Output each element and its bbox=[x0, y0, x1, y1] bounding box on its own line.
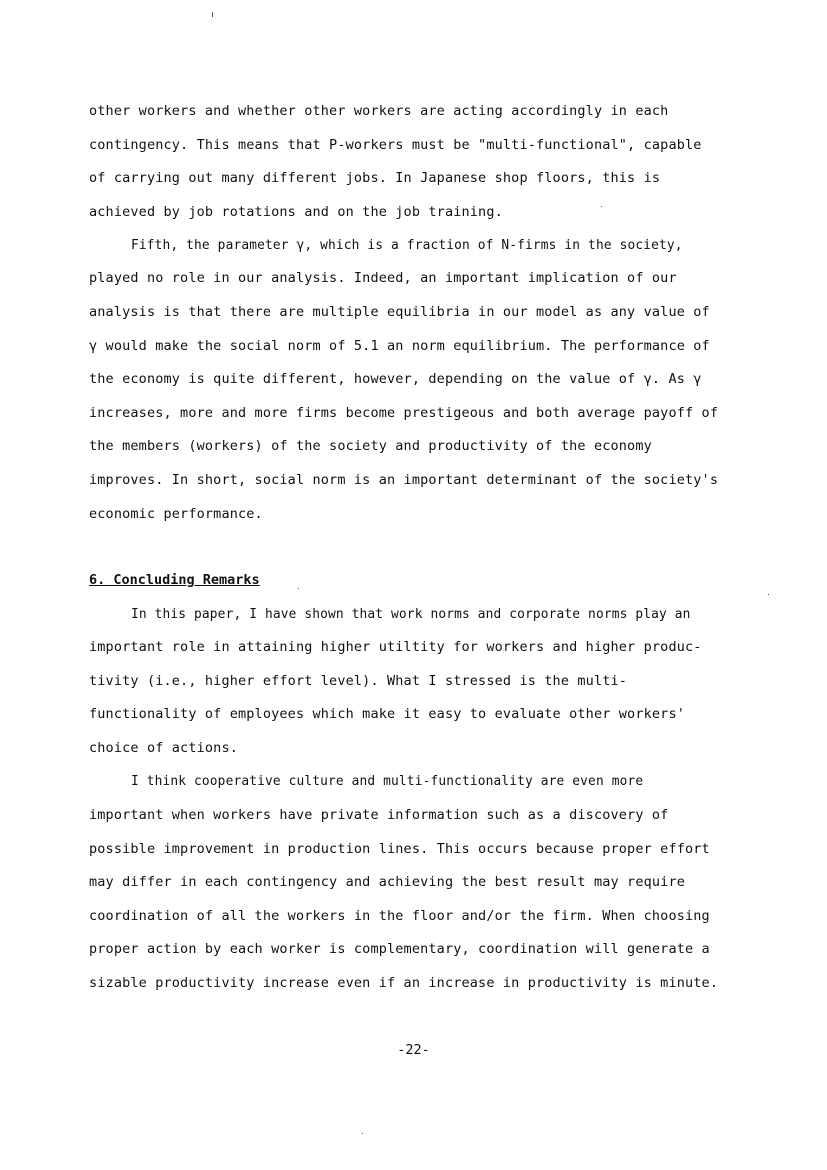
scan-speck bbox=[362, 1133, 363, 1134]
paragraph-2-line: the members (workers) of the society and productivity of the economy bbox=[89, 438, 652, 454]
page-number: -22- bbox=[397, 1042, 430, 1058]
scan-speck bbox=[212, 12, 213, 17]
paragraph-1-line: contingency. This means that P-workers must be "multi-functional", capable bbox=[89, 137, 702, 153]
paragraph-2-line: improves. In short, social norm is an important determinant of the society's bbox=[89, 472, 719, 488]
paragraph-2-line: the economy is quite different, however, depending on the value of γ. As γ bbox=[89, 371, 702, 387]
paragraph-2-line: economic performance. bbox=[89, 506, 263, 522]
paragraph-2-line: played no role in our analysis. Indeed, an important implication of our bbox=[89, 270, 677, 286]
paragraph-4-line: important when workers have private information such as a discovery of bbox=[89, 807, 669, 823]
paragraph-1-line: other workers and whether other workers are acting accordingly in each bbox=[89, 103, 669, 119]
paragraph-2-line: γ would make the social norm of 5.1 an norm equilibrium. The performance of bbox=[89, 338, 710, 354]
paragraph-3-line: functionality of employees which make it easy to evaluate other workers' bbox=[89, 706, 685, 722]
paragraph-3-line: important role in attaining higher utiltity for workers and higher produc- bbox=[89, 639, 702, 655]
paragraph-2-line: increases, more and more firms become prestigeous and both average payoff of bbox=[89, 405, 719, 421]
scan-speck bbox=[298, 588, 299, 589]
paragraph-3-line: choice of actions. bbox=[89, 740, 238, 756]
paragraph-3-line: tivity (i.e., higher effort level). What I stressed is the multi- bbox=[89, 673, 628, 689]
paragraph-4-line: possible improvement in production lines. This occurs because proper effort bbox=[89, 841, 710, 857]
paragraph-4-line: I think cooperative culture and multi-functionality are even more bbox=[131, 773, 644, 789]
paragraph-1-line: of carrying out many different jobs. In Japanese shop floors, this is bbox=[89, 170, 661, 186]
paragraph-4-line: may differ in each contingency and achieving the best result may require bbox=[89, 874, 685, 890]
paragraph-1-line: achieved by job rotations and on the job training. bbox=[89, 204, 503, 220]
section-heading: 6. Concluding Remarks bbox=[89, 572, 260, 588]
paragraph-2-line: Fifth, the parameter γ, which is a fraction of N-firms in the society, bbox=[131, 237, 683, 253]
paragraph-2-line: analysis is that there are multiple equilibria in our model as any value of bbox=[89, 304, 710, 320]
paragraph-4-line: coordination of all the workers in the floor and/or the firm. When choosing bbox=[89, 908, 710, 924]
paragraph-4-line: sizable productivity increase even if an increase in productivity is minute. bbox=[89, 975, 719, 991]
scan-speck bbox=[768, 594, 769, 595]
paragraph-3-line: In this paper, I have shown that work norms and corporate norms play an bbox=[131, 606, 691, 622]
paragraph-4-line: proper action by each worker is complementary, coordination will generate a bbox=[89, 941, 710, 957]
